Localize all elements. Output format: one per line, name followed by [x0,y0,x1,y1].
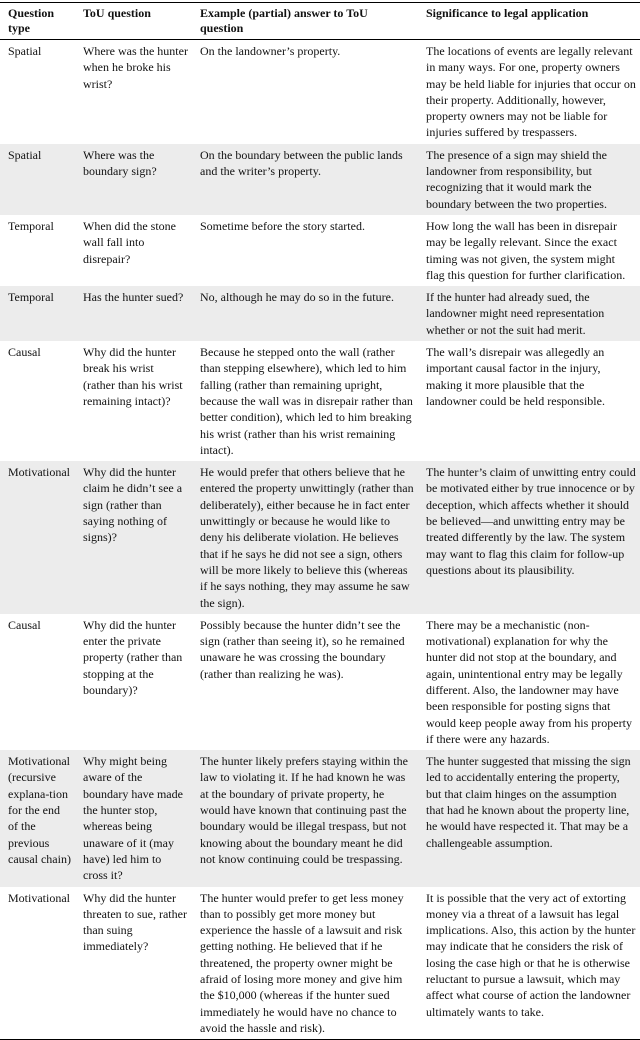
legal-significance: The wall’s disrepair was allegedly an important causal factor in the injury, making it more plausible that the landowner could be held responsible. [426,345,605,408]
table-row [0,750,640,886]
example-answer: The hunter likely prefers staying within the law to violating it. If he had known he was at the boundary of private property, he would have known that continuing past the boundary would be illegal trespass, but not knowing about the boundary meant he did not know continuing could be trespassing. [200,754,408,866]
legal-significance: If the hunter had already sued, the landowner might need representation whether or not the suit had merit. [426,290,605,337]
legal-significance: There may be a mechanistic (non-motivational) explanation for why the hunter did not stop at the boundary, and again, unintentional entry may be legally different. Also, the landowner may have been responsible for posting signs that would keep people away from his property if there were any hazards. [426,617,632,746]
example-answer: On the landowner’s property. [200,44,341,58]
example-answer: On the boundary between the public lands and the writer’s property. [200,147,403,179]
legal-significance: The hunter’s claim of unwitting entry could be motivated either by true innocence or by deception, which affects whether it should be believed—and unwitting entry may be treated differently by the law. The system may want to flag this claim for follow-up questions about its plausibility. [426,465,636,577]
question-type: Causal [8,345,41,360]
example-answer: He would prefer that others believe that he entered the property unwittingly (rather than deliberately), either because he in fact enter unwittingly or because he would like to deny his deliberate violation. He believes that if he says he did not see a sign, others will be more likely to believe this (whereas if he says nothing, they may assume he saw the sign). [200,465,414,610]
legal-significance: The hunter suggested that missing the sign led to accidentally entering the property, but that claim hinges on the assumption that had he known about the property line, he would have respected it. That may be a challengeable assumption. [426,754,631,850]
example-answer: Possibly because the hunter didn’t see the sign (rather than seeing it), so he remained unaware he was crossing the boundary (rather than realizing he was). [200,617,405,681]
question-type: Motivational [8,465,70,480]
header-question-type: Question type [8,6,55,35]
example-answer: The hunter would prefer to get less money than to possibly get more money but experience the hassle of a lawsuit and risk getting nothing. He believed that if he threatened, the property owner might be afraid of losing more money and give him the $10,000 (whereas if the hunter sued immediately he would have no chance to avoid the hassle and risk). [200,890,404,1035]
example-answer: Sometime before the story started. [200,218,365,233]
table-row [0,341,640,461]
legal-significance: How long the wall has been in disrepair may be legally relevant. Since the exact timing was not given, the system might flag this question for further clarification. [426,218,626,282]
header-row [0,3,640,40]
example-answer: Because he stepped onto the wall (rather than stepping elsewhere), which led to him falling (rather than remaining upright, because the wall was in disrepair rather than better condition), which led to him breaking his wrist (rather than his wrist remaining intact). [200,345,413,457]
tou-question: Why did the hunter break his wrist (rather than his wrist remaining intact)? [83,345,183,408]
question-type: Spatial [8,147,42,162]
tou-question: Has the hunter sued? [83,290,184,305]
header-significance: Significance to legal application [426,6,589,20]
header-example-answer: Example (partial) answer to ToU question [200,6,368,35]
example-answer: No, although he may do so in the future. [200,290,394,305]
tou-question: Why did the hunter threaten to sue, rather than suing immediately? [83,890,187,954]
tou-question: Where was the hunter when he broke his wrist? [83,44,188,91]
table-row [0,614,640,750]
header-tou-question: ToU question [83,6,151,20]
tou-question: Why did the hunter claim he didn’t see a sign (rather than saying nothing of signs)? [83,465,183,545]
tou-question: Why might being aware of the boundary have made the hunter stop, whereas being unaware of it (may have) led him to cross it? [83,754,183,883]
tou-question: When did the stone wall fall into disrepair? [83,218,176,266]
question-type: Causal [8,617,41,632]
question-type: Temporal [8,290,54,305]
table-row [0,461,640,614]
table-row [0,40,640,144]
legal-significance: It is possible that the very act of extorting money via a threat of a lawsuit has legal implications. Also, this action by the hunter may indicate that he considers the risk of losing the case high or that he is otherwise reluctant to pursue a lawsuit, which may affect what course of action the landowner ultimately wants to take. [426,890,636,1019]
question-type: Motivational (recursive explana-tion for the end of the previous causal chain) [8,754,71,866]
tou-question: Where was the boundary sign? [83,147,157,179]
tou-question: Why did the hunter enter the private property (rather than stopping at the boundary)? [83,617,183,697]
legal-significance: The presence of a sign may shield the landowner from responsibility, but recognizing that it would mark the boundary between the two properties. [426,147,607,211]
legal-significance: The locations of events are legally relevant in many ways. For one, property owners may be held liable for injuries that occur on their property. Additionally, however, property owners may not be liable for injuries suffered by trespassers. [426,44,636,140]
question-type: Motivational [8,890,70,905]
question-type: Temporal [8,218,54,233]
tou-table [0,2,640,1040]
table-row [0,887,640,1040]
table-row [0,215,640,286]
question-type: Spatial [8,44,42,58]
table-row [0,144,640,215]
table-row [0,286,640,341]
